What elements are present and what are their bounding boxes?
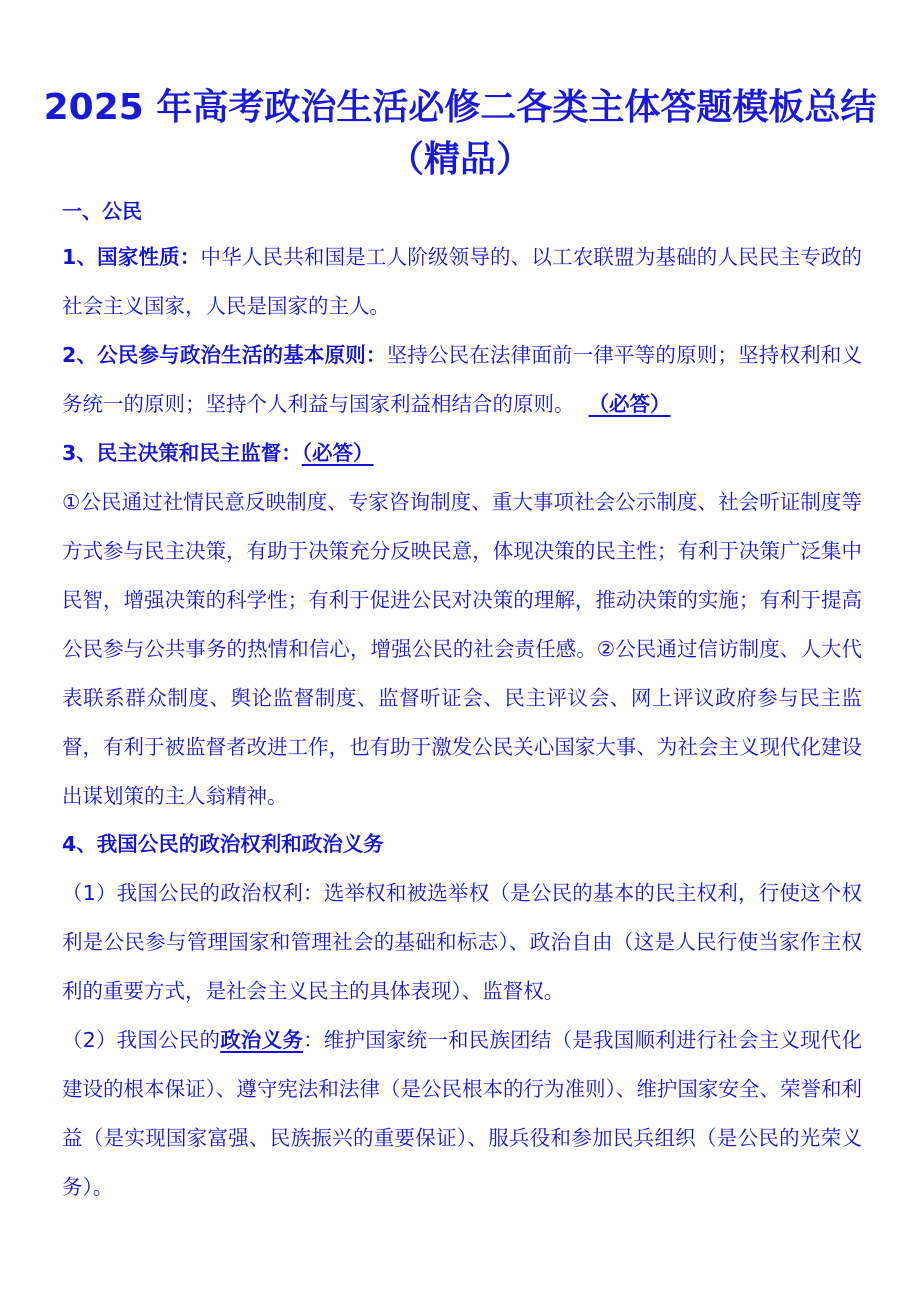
must-answer-tag: （必答） — [588, 392, 671, 416]
item-label: 4、我国公民的政治权利和政治义务 — [62, 832, 384, 856]
item-label: 1、国家性质： — [62, 245, 201, 269]
item-text: 坚持公民在法律面前一律平等的原则；坚持权利和义务统一的原则；坚持个人利益与国家利益相结合的原则。 — [62, 343, 863, 416]
must-answer-tag: （必答） — [301, 441, 374, 465]
item-label: 2、公民参与政治生活的基本原则： — [62, 343, 387, 367]
paragraph-democratic-decision-supervision-body — [62, 478, 862, 821]
paragraph-political-rights — [62, 869, 862, 1016]
item-text: 中华人民共和国是工人阶级领导的、以工农联盟为基础的人民民主专政的社会主义国家，人民是国家的主人。 — [62, 245, 863, 318]
duties-keyword: 政治义务 — [220, 1028, 304, 1052]
page-title: 2025 年高考政治生活必修二各类主体答题模板总结（精品） — [43, 87, 877, 180]
duties-text: ：维护国家统一和民族团结（是我国顺利进行社会主义现代化建设的根本保证）、遵守宪法和法律（是公民根本的行为准则）、维护国家安全、荣誉和利益（是实现国家富强、民族振兴的重要保证）、服兵役和参加民兵组织（是公民的光荣义务）。 — [62, 1028, 863, 1199]
paragraph-rights-duties-heading — [62, 820, 862, 869]
decision-text: ①公民通过社情民意反映制度、专家咨询制度、重大事项社会公示制度、社会听证制度等方式参与民主决策，有助于决策充分反映民意，体现决策的民主性；有利于决策广泛集中民智，增强决策的科学性；有利于促进公民对决策的理解，推动决策的实施；有利于提高公民参与公共事务的热情和信心，增强公民的社会责任感。 — [62, 490, 862, 661]
supervision-text: ②公民通过信访制度、人大代表联系群众制度、舆论监督制度、监督听证会、民主评议会、网上评议政府参与民主监督，有利于被监督者改进工作，也有助于激发公民关心国家大事、为社会主义现代化建设出谋划策的主人翁精神。 — [62, 637, 862, 808]
paragraph-basic-principles — [62, 331, 862, 429]
paragraph-state-nature — [62, 233, 862, 331]
rights-text: （1）我国公民的政治权利：选举权和被选举权（是公民的基本的民主权利，行使这个权利是公民参与管理国家和管理社会的基础和标志）、政治自由（这是人民行使当家作主权利的重要方式，是社会主义民主的具体表现）、监督权。 — [62, 881, 862, 1003]
duties-prefix: （2）我国公民的 — [62, 1028, 221, 1052]
paragraph-political-duties — [62, 1016, 862, 1212]
item-label: 3、民主决策和民主监督： — [62, 441, 302, 465]
paragraph-democratic-decision-supervision-heading — [62, 429, 862, 478]
section-heading-citizen: 一、公民 — [62, 199, 142, 223]
